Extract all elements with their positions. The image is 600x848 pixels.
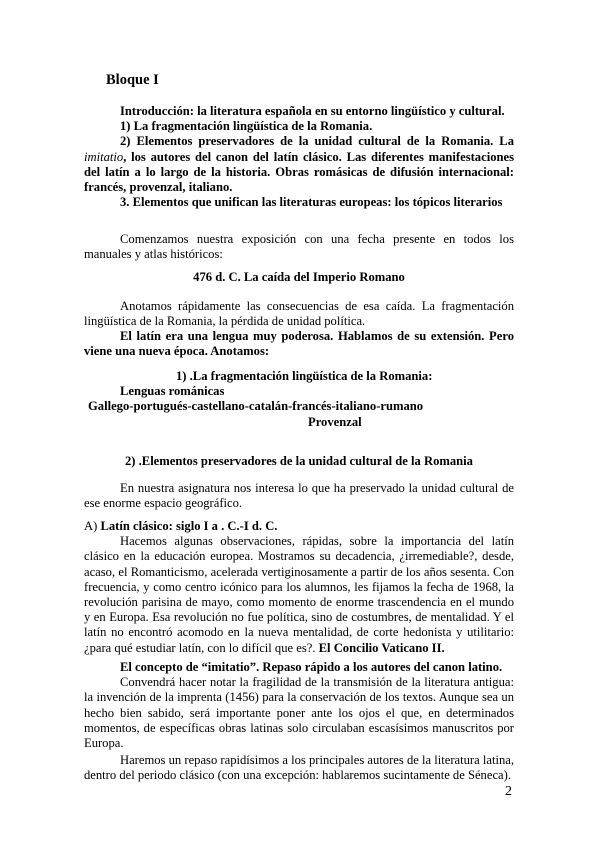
section-a-body: Hacemos algunas observaciones, rápidas, sobre la importancia del latín clásico en la educación europea. Mostramos su decadencia, ¿irremediable?, desde, acaso, el Romanticismo, acelerada vertiginosamente a partir de los años sesenta. Con frecuencia, y como centro icónico para los alumnos, les fijamos la fecha de 1968, la revolución parisina de mayo, como momento de enorme trascendencia en el mundo y en Europa. Esa revolución no fue política, sino de costumbres, de mentalidad. Y el latín no encontró acomodo en la nueva mentalidad, de corte hedonista y utilitario: ¿para qué estudiar latín, con lo difícil que es?. (84, 534, 514, 655)
intro-outline (84, 104, 514, 210)
section-a-heading (84, 519, 514, 534)
section-a (84, 519, 514, 656)
section-a-label: A) (84, 519, 101, 533)
intro-item-3: 3. Elementos que unifican las literaturas europeas: los tópicos literarios (120, 195, 503, 210)
imitatio-paragraph-1: Convendrá hacer notar la fragilidad de la transmisión de la literatura antigua: la invención de la imprenta (1456) para la conservación de los textos. Aunque sea un hecho bien sabido, será importante poner ante los ojos el que, en determinados momentos, de específicas obras latinas solo circulaban escasísimos manuscritos por Europa. (84, 675, 514, 751)
block-title: Bloque I (106, 72, 159, 88)
intro-item-2-pre: 2) Elementos preservadores de la unidad cultural de la Romania. La (120, 134, 514, 149)
imitatio-section (84, 660, 514, 784)
provenzal-label: Provenzal (308, 414, 362, 429)
paragraph-cultural-unity: En nuestra asignatura nos interesa lo que ha preservado la unidad cultural de ese enorme espacio geográfico. (84, 481, 514, 511)
imitatio-paragraph-2: Haremos un repaso rapidísimos a los principales autores de la literatura latina, dentro del periodo clásico (con una excepción: hablaremos sucintamente de Séneca). (84, 753, 514, 783)
intro-item-2-emphasis: imitatio (84, 149, 124, 164)
page-number: 2 (505, 784, 512, 799)
section-a-title: Latín clásico: siglo I a . C.-I d. C. (100, 519, 278, 533)
date-heading: 476 d. C. La caída del Imperio Romano (193, 270, 405, 284)
section-a-bold-tail: El Concilio Vaticano II. (318, 640, 445, 655)
romance-languages-label: Lenguas románicas (120, 384, 225, 399)
intro-item-2-post: , los autores del canon del latín clásico. Las diferentes manifestaciones del latín a lo largo de la historia. Obras romásicas de difusión internacional: francés, provenzal, italiano. (84, 149, 514, 195)
intro-line: Introducción: la literatura española en su entorno lingüístico y cultural. (120, 104, 505, 118)
intro-item-1: 1) La fragmentación lingüística de la Romania. (120, 119, 373, 134)
paragraph-consequences: Anotamos rápidamente las consecuencias de esa caída. La fragmentación lingüística de la Romania, la pérdida de unidad política. (84, 299, 514, 329)
fragmentation-heading: 1) .La fragmentación lingüística de la Romania: (176, 369, 433, 383)
section-a-text (84, 534, 514, 656)
paragraph-intro: Comenzamos nuestra exposición con una fecha presente en todos los manuales y atlas históricos: (84, 232, 514, 262)
romance-languages-list: Gallego-portugués-castellano-catalán-francés-italiano-rumano (88, 399, 424, 414)
intro-item-2 (84, 134, 514, 195)
section-2-heading: 2) .Elementos preservadores de la unidad cultural de la Romania (125, 454, 473, 468)
paragraph-latin-power: El latín era una lengua muy poderosa. Hablamos de su extensión. Pero viene una nueva época. Anotamos: (84, 329, 514, 359)
fragmentation-block (84, 369, 514, 430)
imitatio-heading: El concepto de “imitatio”. Repaso rápido a los autores del canon latino. (120, 660, 503, 674)
